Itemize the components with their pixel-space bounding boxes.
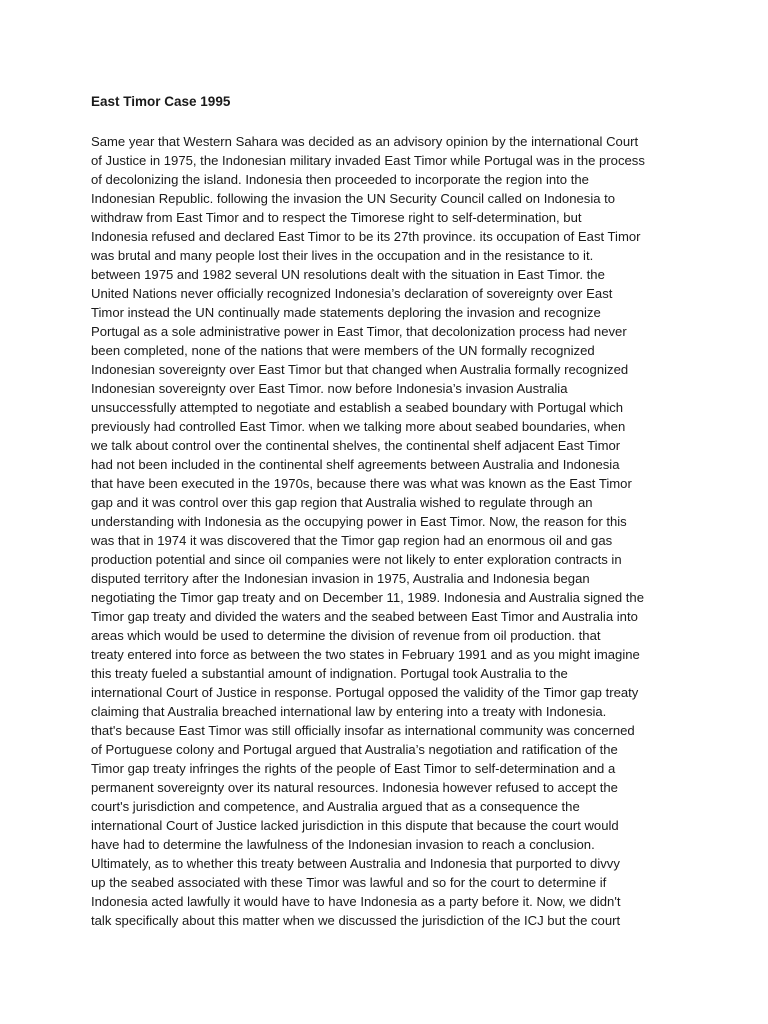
body-text-line: Indonesian sovereignty over East Timor but that changed when Australia formally recognized [91,362,629,377]
body-text-line: we talk about control over the continental shelves, the continental shelf adjacent East Timor [91,438,621,453]
body-text-line: was that in 1974 it was discovered that the Timor gap region had an enormous oil and gas [91,533,613,548]
body-text-line: of Justice in 1975, the Indonesian military invaded East Timor while Portugal was in the process [91,153,645,168]
body-text-line: international Court of Justice lacked jurisdiction in this dispute that because the court would [91,818,619,833]
body-text-line: court's jurisdiction and competence, and Australia argued that as a consequence the [91,799,580,814]
body-text-line: international Court of Justice in response. Portugal opposed the validity of the Timor gap treaty [91,685,639,700]
body-text-line: unsuccessfully attempted to negotiate and establish a seabed boundary with Portugal which [91,400,624,415]
body-text-line: production potential and since oil companies were not likely to enter exploration contracts in [91,552,622,567]
body-text-line: areas which would be used to determine the division of revenue from oil production. that [91,628,601,643]
body-text-line: United Nations never officially recognized Indonesia’s declaration of sovereignty over East [91,286,613,301]
body-text-line: that's because East Timor was still officially insofar as international community was concerned [91,723,635,738]
body-text-line: have had to determine the lawfulness of the Indonesian invasion to reach a conclusion. [91,837,595,852]
body-text-line: up the seabed associated with these Timor was lawful and so for the court to determine if [91,875,607,890]
body-text-line: Indonesian sovereignty over East Timor. now before Indonesia’s invasion Australia [91,381,568,396]
body-text-line: treaty entered into force as between the two states in February 1991 and as you might imagine [91,647,640,662]
document-title: East Timor Case 1995 [91,94,231,109]
body-text-line: gap and it was control over this gap region that Australia wished to regulate through an [91,495,593,510]
body-text-line: disputed territory after the Indonesian invasion in 1975, Australia and Indonesia began [91,571,590,586]
body-text-line: Indonesian Republic. following the invasion the UN Security Council called on Indonesia to [91,191,616,206]
body-text-line: that have been executed in the 1970s, because there was what was known as the East Timor [91,476,632,491]
body-text-line: Indonesia refused and declared East Timor to be its 27th province. its occupation of East Timor [91,229,641,244]
body-text-line: of decolonizing the island. Indonesia then proceeded to incorporate the region into the [91,172,589,187]
body-text-line: had not been included in the continental shelf agreements between Australia and Indonesia [91,457,620,472]
body-text-line: talk specifically about this matter when we discussed the jurisdiction of the ICJ but the court [91,913,621,928]
body-text-line: Same year that Western Sahara was decided as an advisory opinion by the international Court [91,134,639,149]
document-body [91,132,691,930]
body-text-line: between 1975 and 1982 several UN resolutions dealt with the situation in East Timor. the [91,267,605,282]
body-text-line: claiming that Australia breached international law by entering into a treaty with Indonesia. [91,704,607,719]
body-text-line: Indonesia acted lawfully it would have to have Indonesia as a party before it. Now, we didn't [91,894,621,909]
body-text-line: Timor gap treaty and divided the waters and the seabed between East Timor and Australia into [91,609,638,624]
body-text-line: been completed, none of the nations that were members of the UN formally recognized [91,343,595,358]
body-text-line: understanding with Indonesia as the occupying power in East Timor. Now, the reason for this [91,514,627,529]
body-text-line: Timor gap treaty infringes the rights of the people of East Timor to self-determination and a [91,761,616,776]
body-text-line: withdraw from East Timor and to respect the Timorese right to self-determination, but [91,210,582,225]
body-text-line: Timor instead the UN continually made statements deploring the invasion and recognize [91,305,601,320]
body-text-line: Portugal as a sole administrative power in East Timor, that decolonization process had never [91,324,627,339]
body-text-line: permanent sovereignty over its natural resources. Indonesia however refused to accept the [91,780,618,795]
body-text-line: of Portuguese colony and Portugal argued that Australia’s negotiation and ratification of the [91,742,618,757]
body-text-line: Ultimately, as to whether this treaty between Australia and Indonesia that purported to divvy [91,856,620,871]
body-text-line: negotiating the Timor gap treaty and on December 11, 1989. Indonesia and Australia signed the [91,590,644,605]
body-text-line: previously had controlled East Timor. when we talking more about seabed boundaries, when [91,419,626,434]
body-text-line: this treaty fueled a substantial amount of indignation. Portugal took Australia to the [91,666,568,681]
body-text-line: was brutal and many people lost their lives in the occupation and in the resistance to it. [91,248,594,263]
